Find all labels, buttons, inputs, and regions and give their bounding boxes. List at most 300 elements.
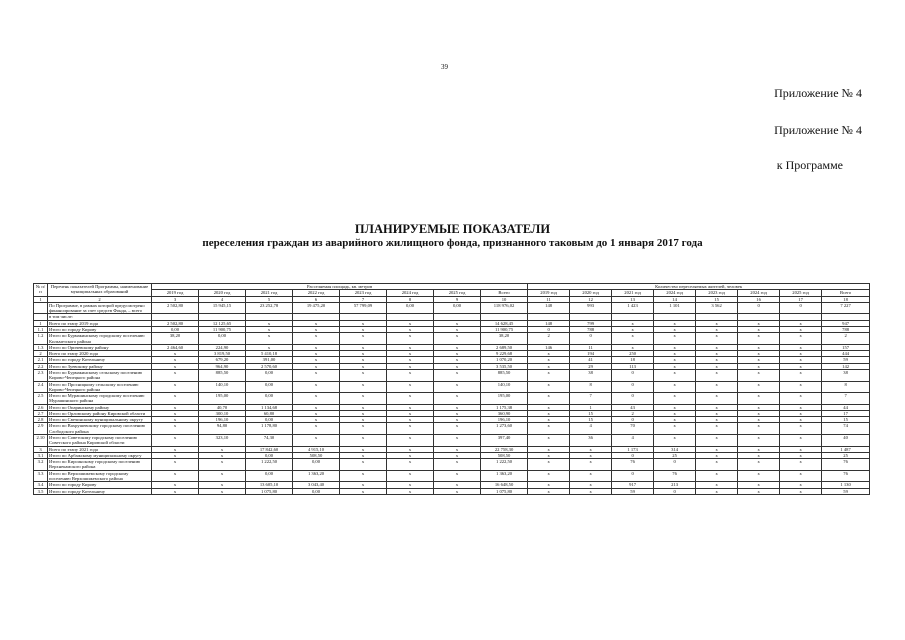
area-cell: 19 475,20	[293, 302, 340, 314]
area-cell: 964,90	[199, 363, 246, 369]
area-cell: x	[340, 404, 387, 410]
row-name: Итого по Орловскому району Кировской области	[48, 410, 152, 416]
area-cell: x	[199, 488, 246, 494]
people-cell: 76	[822, 459, 870, 471]
people-cell: x	[696, 452, 738, 458]
header-col-number: 6	[293, 296, 340, 302]
area-cell: 397,40	[481, 435, 528, 447]
area-cell: x	[340, 452, 387, 458]
area-cell: x	[434, 320, 481, 326]
people-cell: 788	[822, 326, 870, 332]
header-num: № п/п	[34, 284, 48, 297]
area-cell: 0,00	[387, 302, 434, 314]
row-name: Итого по Свечинскому муниципальному округу	[48, 417, 152, 423]
area-cell: 118 976,02	[481, 302, 528, 314]
area-cell: x	[340, 488, 387, 494]
area-cell: x	[387, 333, 434, 345]
people-cell: 41	[570, 357, 612, 363]
people-cell: x	[696, 333, 738, 345]
people-cell: x	[528, 351, 570, 357]
area-cell: 2 502,80	[152, 302, 199, 314]
header-area-year: 2022 год	[293, 290, 340, 296]
people-cell: x	[654, 326, 696, 332]
header-col-number: 16	[738, 296, 780, 302]
area-cell: 885,50	[481, 369, 528, 381]
people-cell: 25	[654, 452, 696, 458]
area-cell: x	[434, 381, 481, 393]
people-cell: 15	[822, 417, 870, 423]
area-cell: x	[340, 357, 387, 363]
row-name: Итого по Советскому городскому поселению Советского района Кировской области	[48, 435, 152, 447]
area-cell: x	[152, 381, 199, 393]
area-cell: x	[387, 459, 434, 471]
table-row	[34, 333, 870, 345]
row-number: 2.5	[34, 393, 48, 405]
people-cell: x	[528, 410, 570, 416]
header-col-number: 3	[152, 296, 199, 302]
people-cell: x	[528, 369, 570, 381]
people-cell: 1 130	[822, 482, 870, 488]
people-cell: 4	[570, 423, 612, 435]
people-cell: 1	[570, 404, 612, 410]
area-cell: 0,00	[246, 381, 293, 393]
people-cell: 17	[822, 410, 870, 416]
area-cell: x	[152, 446, 199, 452]
people-cell: x	[738, 410, 780, 416]
area-cell: x	[293, 435, 340, 447]
people-cell: 0	[528, 326, 570, 332]
area-cell: x	[434, 369, 481, 381]
people-cell: x	[780, 369, 822, 381]
people-cell: x	[528, 488, 570, 494]
people-cell: x	[738, 333, 780, 345]
area-cell: 22 758,30	[481, 446, 528, 452]
area-cell: x	[293, 423, 340, 435]
people-cell: x	[738, 351, 780, 357]
header-col-number: 1	[34, 296, 48, 302]
people-cell: x	[696, 482, 738, 488]
people-cell: x	[780, 320, 822, 326]
people-cell: x	[654, 320, 696, 326]
people-cell: x	[696, 326, 738, 332]
people-cell: x	[654, 410, 696, 416]
people-cell: x	[738, 417, 780, 423]
people-cell: x	[654, 381, 696, 393]
area-cell: x	[434, 410, 481, 416]
row-number: 1	[34, 320, 48, 326]
area-cell: x	[387, 344, 434, 350]
people-cell: 38	[570, 369, 612, 381]
header-col-number: 9	[434, 296, 481, 302]
people-cell: 148	[528, 320, 570, 326]
header-col-number: 7	[340, 296, 387, 302]
people-cell: 2	[528, 333, 570, 345]
table-row	[34, 423, 870, 435]
area-cell: x	[434, 363, 481, 369]
area-cell: x	[152, 470, 199, 482]
area-cell: x	[387, 320, 434, 326]
people-cell: x	[738, 459, 780, 471]
area-cell: x	[293, 417, 340, 423]
row-name: Итого по Зуевскому району	[48, 363, 152, 369]
people-cell: 43	[612, 404, 654, 410]
area-cell: x	[340, 326, 387, 332]
row-number: 3.5	[34, 488, 48, 494]
area-cell: 1 075,80	[246, 488, 293, 494]
row-number: 1.1	[34, 326, 48, 332]
row-number: 1.2	[34, 333, 48, 345]
area-cell: x	[246, 320, 293, 326]
header-col-number: 5	[246, 296, 293, 302]
header-col-number: 8	[387, 296, 434, 302]
area-cell: x	[387, 446, 434, 452]
area-cell: 2 570,60	[246, 363, 293, 369]
people-cell: x	[654, 393, 696, 405]
area-cell: x	[152, 404, 199, 410]
people-cell: x	[570, 459, 612, 471]
header-people-group: Количество переселяемых жителей, человек	[528, 284, 870, 290]
area-cell: x	[387, 417, 434, 423]
header-col-number: 4	[199, 296, 246, 302]
people-cell: x	[738, 357, 780, 363]
area-cell: x	[387, 452, 434, 458]
people-cell: x	[780, 410, 822, 416]
area-cell: x	[340, 417, 387, 423]
row-number: 2.2	[34, 363, 48, 369]
area-cell: x	[293, 333, 340, 345]
row-number: 3.2	[34, 459, 48, 471]
people-cell: x	[612, 320, 654, 326]
document-title: ПЛАНИРУЕМЫЕ ПОКАЗАТЕЛИ	[354, 222, 551, 236]
area-cell: x	[293, 363, 340, 369]
people-cell: 11	[570, 344, 612, 350]
area-cell: 1 363,20	[481, 470, 528, 482]
people-cell: 2	[822, 333, 870, 345]
people-cell: x	[738, 452, 780, 458]
row-number: 2.1	[34, 357, 48, 363]
header-people-year: 2023 год	[696, 290, 738, 296]
area-cell: 0,00	[246, 369, 293, 381]
header-name: Перечень показателей Программы, наименование муниципальных образований	[48, 284, 152, 297]
area-cell: x	[152, 410, 199, 416]
area-cell: 2 689,50	[481, 344, 528, 350]
area-cell: 300,10	[199, 410, 246, 416]
people-cell: x	[654, 417, 696, 423]
row-number: 2.3	[34, 369, 48, 381]
area-cell: 0,00	[246, 470, 293, 482]
people-cell: x	[528, 446, 570, 452]
people-cell: 0	[780, 302, 822, 314]
people-cell: 4	[612, 435, 654, 447]
area-cell: x	[387, 488, 434, 494]
row-name: По Программе, в рамках которой предусмотрено финансирование за счет средств Фонда, – всего	[48, 302, 152, 314]
area-cell: x	[387, 423, 434, 435]
people-cell: 2	[612, 410, 654, 416]
people-cell: x	[570, 482, 612, 488]
area-cell: 508,50	[293, 452, 340, 458]
people-cell: x	[528, 357, 570, 363]
people-cell: x	[528, 393, 570, 405]
people-cell: x	[780, 344, 822, 350]
people-cell: x	[528, 417, 570, 423]
area-cell: x	[293, 381, 340, 393]
area-cell: 5 410,18	[246, 351, 293, 357]
people-cell: x	[780, 482, 822, 488]
area-cell: x	[434, 326, 481, 332]
indicators-table	[33, 283, 870, 495]
row-name: Итого по Бурмакинскому городскому поселению Кильмезского района	[48, 333, 152, 345]
people-cell: 7	[570, 393, 612, 405]
area-cell: 1 222,50	[246, 459, 293, 471]
people-cell: x	[696, 410, 738, 416]
area-cell: 224,90	[199, 344, 246, 350]
area-cell: 1 134,68	[246, 404, 293, 410]
row-name: Итого по Вахрушевскому городскому поселению Слободского района	[48, 423, 152, 435]
row-name: Итого по Арбажскому муниципальному округу	[48, 452, 152, 458]
area-cell: 1 070,20	[481, 357, 528, 363]
row-name: в том числе:	[48, 314, 152, 320]
people-cell: 157	[822, 344, 870, 350]
area-cell: 0,00	[152, 326, 199, 332]
people-cell: x	[654, 423, 696, 435]
header-people-year: 2021 год	[612, 290, 654, 296]
row-number: 1.3	[34, 344, 48, 350]
area-cell: x	[434, 459, 481, 471]
people-cell: 59	[612, 488, 654, 494]
people-cell: x	[528, 381, 570, 393]
area-cell: x	[340, 459, 387, 471]
area-cell: x	[152, 393, 199, 405]
area-cell: x	[434, 488, 481, 494]
people-cell: x	[696, 470, 738, 482]
header-col-number: 2	[48, 296, 152, 302]
appendix-label-2: Приложение № 4	[774, 123, 862, 137]
header-area-year: 2019 год	[152, 290, 199, 296]
area-cell: 3 535,50	[481, 363, 528, 369]
table-row	[34, 435, 870, 447]
people-cell: 444	[822, 351, 870, 357]
people-cell: 0	[654, 459, 696, 471]
area-cell: x	[387, 404, 434, 410]
people-cell: x	[612, 326, 654, 332]
people-cell: 250	[612, 351, 654, 357]
header-people-year: Всего	[822, 290, 870, 296]
people-cell: x	[780, 435, 822, 447]
area-cell: x	[434, 435, 481, 447]
area-cell: 16 648,50	[481, 482, 528, 488]
area-cell: x	[246, 344, 293, 350]
area-cell: x	[293, 344, 340, 350]
area-cell: x	[340, 381, 387, 393]
people-cell: x	[780, 488, 822, 494]
area-cell: x	[387, 326, 434, 332]
people-cell: x	[780, 417, 822, 423]
area-cell: 0,00	[434, 302, 481, 314]
people-cell: x	[738, 369, 780, 381]
people-cell: x	[696, 404, 738, 410]
appendix-label-1: Приложение № 4	[774, 86, 862, 100]
area-cell: x	[340, 363, 387, 369]
area-cell: 11 900,75	[199, 326, 246, 332]
people-cell: x	[528, 459, 570, 471]
area-cell: x	[340, 446, 387, 452]
area-cell: x	[152, 357, 199, 363]
row-name: Итого по Кирсинскому городскому поселению Верхнекамского района	[48, 459, 152, 471]
row-name: Итого по городу Кирову	[48, 482, 152, 488]
area-cell: 1 222,50	[481, 459, 528, 471]
people-cell: 1 173	[612, 446, 654, 452]
people-cell: 113	[612, 363, 654, 369]
row-name: Итого по Оричевскому району	[48, 344, 152, 350]
people-cell: 0	[570, 333, 612, 345]
area-cell: 38,20	[152, 333, 199, 345]
area-cell: x	[340, 423, 387, 435]
row-number: 3.4	[34, 482, 48, 488]
people-cell: x	[780, 381, 822, 393]
table-row	[34, 488, 870, 494]
people-cell: x	[780, 459, 822, 471]
row-name: Итого по Бурмакинскому сельскому поселению Кирово-Чепецкого района	[48, 369, 152, 381]
people-cell: x	[780, 351, 822, 357]
header-col-number: 13	[612, 296, 654, 302]
people-cell: 799	[570, 320, 612, 326]
area-cell: 4 915,10	[293, 446, 340, 452]
people-cell: 8	[570, 381, 612, 393]
people-cell: 76	[654, 470, 696, 482]
people-cell: x	[570, 470, 612, 482]
area-cell: 3 043,40	[293, 482, 340, 488]
area-cell: x	[387, 393, 434, 405]
area-cell: x	[293, 326, 340, 332]
area-cell: 323,10	[199, 435, 246, 447]
people-cell: 0	[654, 488, 696, 494]
area-cell: x	[199, 482, 246, 488]
people-cell: x	[780, 357, 822, 363]
people-cell: 25	[822, 452, 870, 458]
people-cell: x	[696, 488, 738, 494]
area-cell: 0,00	[293, 488, 340, 494]
row-number: 3.1	[34, 452, 48, 458]
area-cell: x	[434, 482, 481, 488]
area-cell: x	[434, 452, 481, 458]
area-cell: 1 178,80	[246, 423, 293, 435]
people-cell: 0	[612, 417, 654, 423]
people-cell: 44	[822, 404, 870, 410]
area-cell: x	[340, 410, 387, 416]
area-cell: 94,80	[199, 423, 246, 435]
people-cell: 70	[612, 423, 654, 435]
row-name: Итого по городу Котельничу	[48, 488, 152, 494]
area-cell: 13 605,10	[246, 482, 293, 488]
area-cell: 74,30	[246, 435, 293, 447]
area-cell: x	[434, 446, 481, 452]
row-name: Итого по Верхошижемскому городскому поселению Верхошижемского района	[48, 470, 152, 482]
people-cell: x	[780, 333, 822, 345]
people-cell: 36	[570, 435, 612, 447]
people-cell: x	[528, 404, 570, 410]
area-cell: x	[152, 435, 199, 447]
area-cell: 1 075,80	[481, 488, 528, 494]
people-cell: 15	[570, 410, 612, 416]
table-row	[34, 393, 870, 405]
people-cell: 40	[822, 435, 870, 447]
people-cell: 18	[612, 357, 654, 363]
people-cell: x	[696, 381, 738, 393]
people-cell: x	[528, 482, 570, 488]
area-cell: x	[434, 351, 481, 357]
area-cell: 140,10	[199, 381, 246, 393]
header-area-year: 2020 год	[199, 290, 246, 296]
people-cell: x	[780, 446, 822, 452]
area-cell: x	[293, 369, 340, 381]
area-cell: x	[387, 435, 434, 447]
people-cell: 7 227	[822, 302, 870, 314]
area-cell: x	[340, 333, 387, 345]
people-cell: x	[780, 423, 822, 435]
people-cell: 59	[822, 488, 870, 494]
people-cell: 8	[822, 381, 870, 393]
people-cell: x	[738, 320, 780, 326]
people-cell: x	[738, 435, 780, 447]
people-cell: x	[780, 470, 822, 482]
people-cell: 38	[822, 369, 870, 381]
table-row	[34, 302, 870, 314]
area-cell: x	[434, 470, 481, 482]
area-cell: x	[293, 404, 340, 410]
area-cell: x	[434, 393, 481, 405]
people-cell: x	[696, 423, 738, 435]
header-people-year: 2024 год	[654, 290, 696, 296]
area-cell: x	[434, 423, 481, 435]
area-cell: 23 252,78	[246, 302, 293, 314]
people-cell: 142	[822, 363, 870, 369]
people-cell: x	[654, 363, 696, 369]
people-cell: 194	[570, 351, 612, 357]
area-cell: 17 842,60	[246, 446, 293, 452]
row-number: 2.7	[34, 410, 48, 416]
row-name: Всего по этапу 2020 года	[48, 351, 152, 357]
people-cell: x	[780, 404, 822, 410]
people-cell: 0	[612, 393, 654, 405]
area-cell: x	[387, 482, 434, 488]
area-cell: 508,50	[481, 452, 528, 458]
row-name: Итого по городу Кирову	[48, 326, 152, 332]
people-cell: x	[696, 369, 738, 381]
area-cell: x	[387, 381, 434, 393]
row-number: 2.6	[34, 404, 48, 410]
area-cell: 0,00	[293, 459, 340, 471]
people-cell: 947	[822, 320, 870, 326]
area-cell: 196,10	[481, 417, 528, 423]
people-cell: 0	[612, 470, 654, 482]
header-col-number: 12	[570, 296, 612, 302]
people-cell: x	[696, 417, 738, 423]
people-cell: x	[738, 446, 780, 452]
people-cell: x	[570, 488, 612, 494]
area-cell: x	[434, 344, 481, 350]
area-cell: 885,50	[199, 369, 246, 381]
row-number: 3.3	[34, 470, 48, 482]
area-cell: 57 799,09	[340, 302, 387, 314]
area-cell: x	[293, 320, 340, 326]
area-cell: x	[387, 357, 434, 363]
people-cell: x	[738, 470, 780, 482]
area-cell: x	[152, 459, 199, 471]
people-cell: x	[696, 459, 738, 471]
people-cell: x	[738, 326, 780, 332]
page-number: 39	[441, 63, 448, 71]
people-cell: 0	[612, 452, 654, 458]
